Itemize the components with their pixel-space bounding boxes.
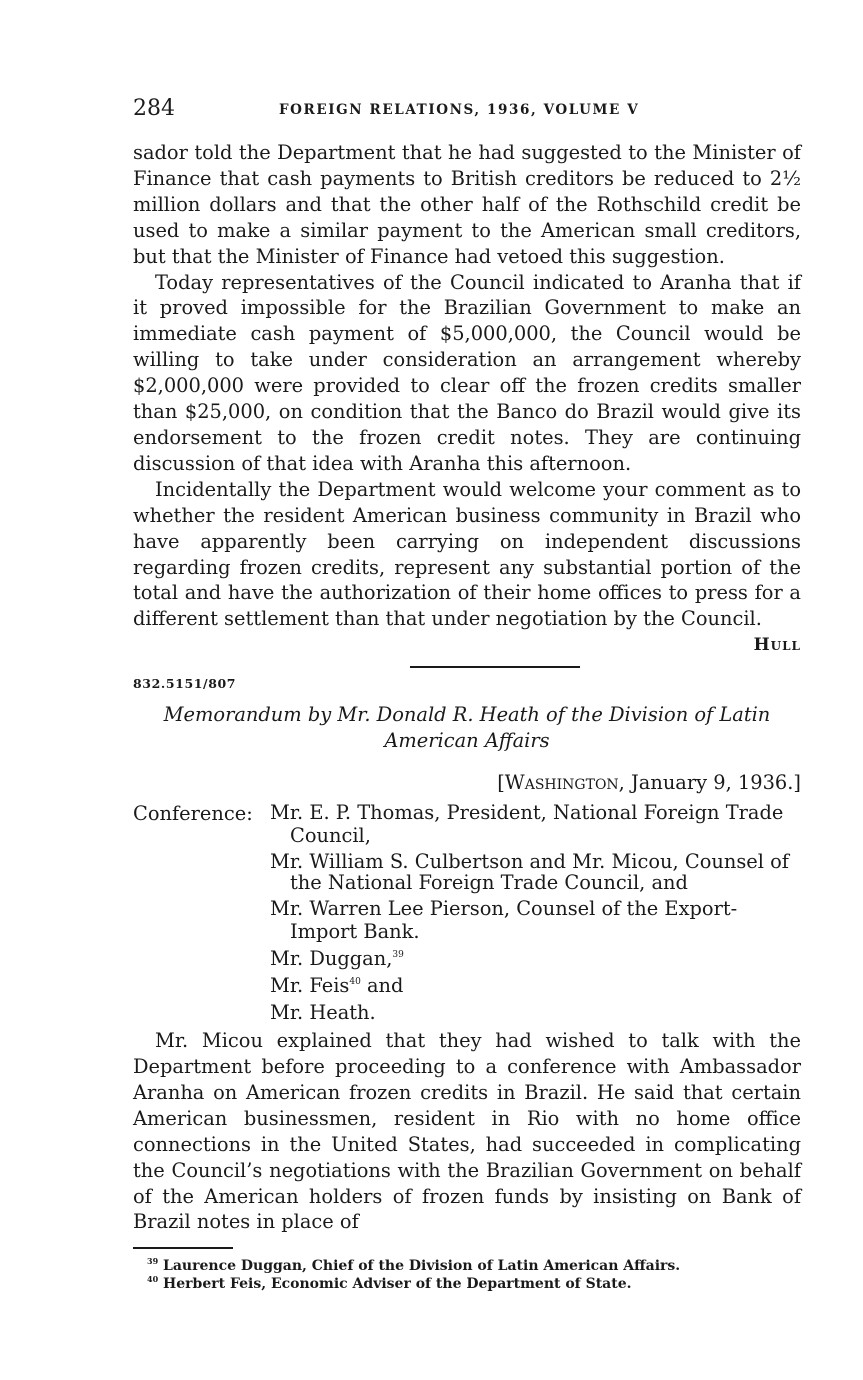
attendee <box>270 801 801 847</box>
footnote-text: Herbert Feis, Economic Adviser of the Department of State. <box>163 1276 632 1293</box>
memo-title: Memorandum by Mr. Donald R. Heath of the Division of Latin American Affairs <box>163 703 771 753</box>
footnote-ref: 40 <box>349 977 361 988</box>
attendee-text: Mr. Warren Lee Pierson, Counsel of the Export-Import Bank. <box>270 897 738 944</box>
attendee <box>270 851 801 893</box>
footnotes <box>133 1257 801 1293</box>
dateline-open: [ <box>497 771 505 795</box>
footnote <box>147 1257 801 1275</box>
footnote <box>147 1275 801 1293</box>
attendee <box>270 974 801 997</box>
footnote-text: Laurence Duggan, Chief of the Division of Latin American Affairs. <box>163 1258 681 1275</box>
dateline-date: , January 9, 1936.] <box>618 771 801 795</box>
body-text <box>133 140 801 1293</box>
conference-block <box>133 801 801 1028</box>
attendee-list <box>270 801 801 1028</box>
footnote-mark: 40 <box>147 1274 159 1285</box>
section-divider <box>410 666 580 668</box>
dateline-place: Washington <box>504 771 619 795</box>
paragraph: Incidentally the Department would welcome your comment as to whether the resident American business community in Brazil who have apparently been carrying on independent discussions regarding frozen credits, represent any substantial portion of the total and have the authorization of their home offices to press for a different settlement than that under negotiation by the Council. <box>133 477 801 631</box>
paragraph: Today representatives of the Council indicated to Aranha that if it proved impossible for the Brazilian Government to make an immediate cash payment of $5,000,000, the Council would be willing to take under consideration an arrangement whereby $2,000,000 were provided to clear off the frozen credits smaller than $25,000, on condition that the Banco do Brazil would give its endorsement to the frozen credit notes. They are continuing discussion of that idea with Aranha this afternoon. <box>133 270 801 475</box>
page-number: 284 <box>133 96 175 121</box>
attendee-text: Mr. E. P. Thomas, President, National Foreign Trade Council, <box>270 801 784 848</box>
attendee-conjunction: and <box>360 974 404 998</box>
footnote-mark: 39 <box>147 1256 159 1267</box>
attendee <box>270 1001 801 1024</box>
file-number: 832.5151/807 <box>133 676 237 692</box>
paragraph: Mr. Micou explained that they had wished to talk with the Department before proceeding to a conference with Ambassador Aranha on American frozen credits in Brazil. He said that certain American businessmen, resident in Rio with no home office connections in the United States, had succeeded in complicating the Council’s negotiations with the Brazilian Government on behalf of the American holders of frozen funds by insisting on Bank of Brazil notes in place of <box>133 1029 801 1234</box>
running-header <box>133 96 801 126</box>
dateline <box>133 770 801 796</box>
attendee <box>270 897 801 943</box>
attendee-text: Mr. Duggan, <box>270 947 393 971</box>
signature: Hull <box>753 635 801 656</box>
running-title: FOREIGN RELATIONS, 1936, VOLUME V <box>279 102 640 118</box>
footnote-ref: 39 <box>392 950 404 961</box>
attendee-text: Mr. Feis <box>270 974 350 998</box>
paragraph-continued: sador told the Department that he had suggested to the Minister of Finance that cash payments to British creditors be reduced to 2½ million dollars and that the other half of the Rothschild credit be used to make a similar payment to the American small creditors, but that the Minister of Finance had vetoed this suggestion. <box>133 141 801 268</box>
conference-label: Conference: <box>133 802 253 826</box>
attendee-text: Mr. Heath. <box>270 1001 376 1025</box>
footnote-divider <box>133 1247 233 1249</box>
attendee-text: Mr. William S. Culbertson and Mr. Micou, Counsel of the National Foreign Trade Council, and <box>270 850 789 895</box>
attendee <box>270 947 801 970</box>
